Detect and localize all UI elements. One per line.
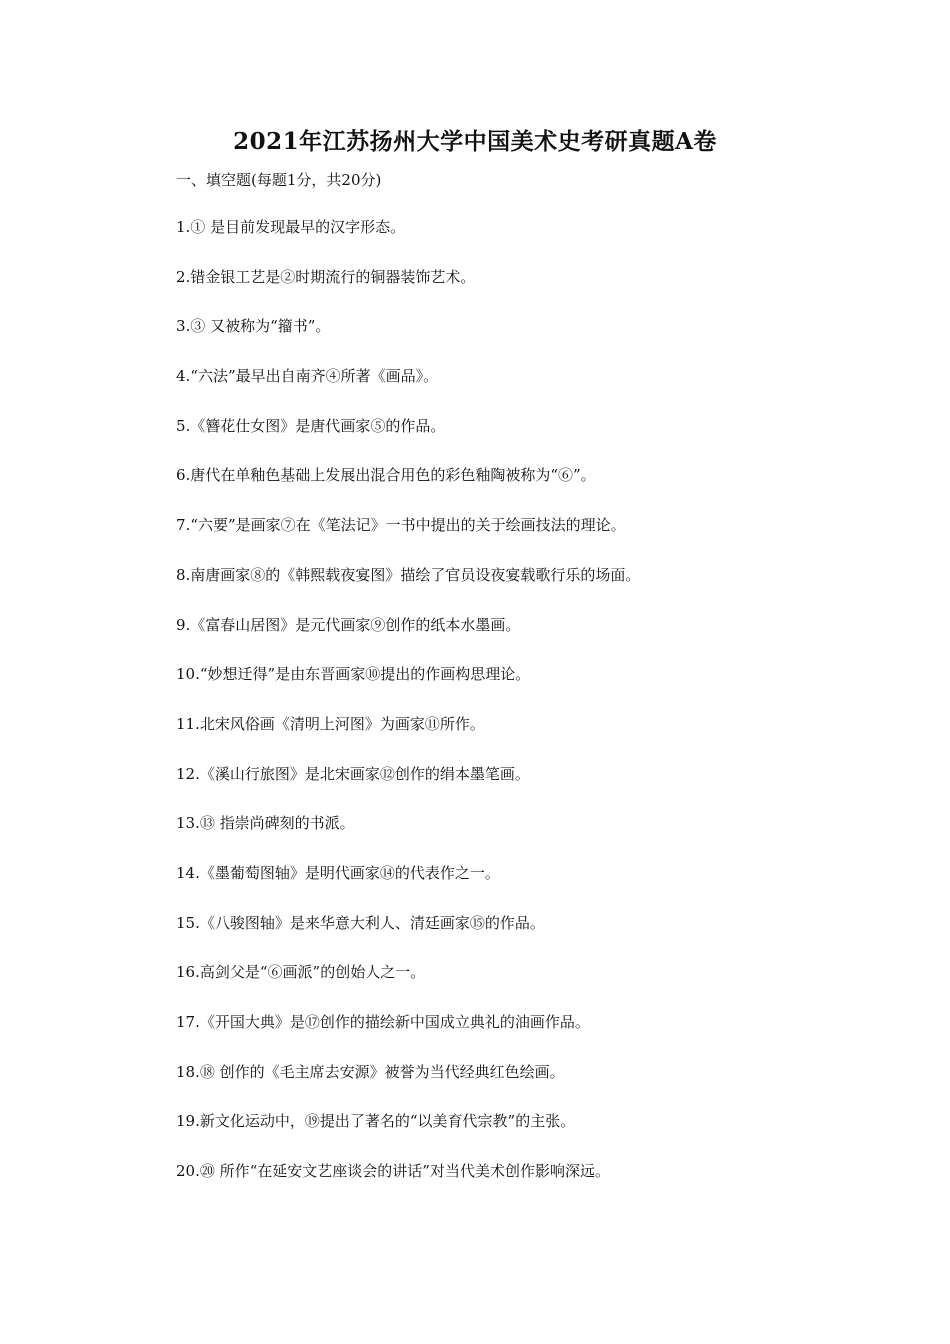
question-item: 10.“妙想迁得”是由东晋画家⑩提出的作画构思理论。 xyxy=(176,665,531,684)
question-item: 6.唐代在单釉色基础上发展出混合用色的彩色釉陶被称为“⑥”。 xyxy=(176,466,596,485)
question-item: 17.《开国大典》是⑰创作的描绘新中国成立典礼的油画作品。 xyxy=(176,1013,590,1031)
page-title: 2021年江苏扬州大学中国美术史考研真题A卷 xyxy=(233,128,717,155)
question-item: 14.《墨葡萄图轴》是明代画家⑭的代表作之一。 xyxy=(176,863,500,882)
question-item: 7.“六要”是画家⑦在《笔法记》一书中提出的关于绘画技法的理论。 xyxy=(176,516,626,535)
question-list xyxy=(176,215,856,1209)
question-item: 5.《簪花仕女图》是唐代画家⑤的作品。 xyxy=(176,416,446,435)
section-heading: 一、填空题(每题1分，共20分) xyxy=(176,171,382,189)
question-item: 3.③ 又被称为“籀书”。 xyxy=(176,317,331,336)
question-item: 12.《溪山行旅图》是北宋画家⑫创作的绢本墨笔画。 xyxy=(176,764,530,783)
question-item: 9.《富春山居图》是元代画家⑨创作的纸本水墨画。 xyxy=(176,615,521,634)
question-item: 4.“六法”最早出自南齐④所著《画品》。 xyxy=(176,367,439,386)
question-item: 11.北宋风俗画《清明上河图》为画家⑪所作。 xyxy=(176,714,485,733)
question-item: 1.① 是目前发现最早的汉字形态。 xyxy=(176,218,406,236)
question-item: 8.南唐画家⑧的《韩熙载夜宴图》描绘了官员设夜宴载歌行乐的场面。 xyxy=(176,565,641,584)
question-item: 19.新文化运动中，⑲提出了著名的“以美育代宗教”的主张。 xyxy=(176,1112,576,1131)
question-item: 20.⑳ 所作“在延安文艺座谈会的讲话”对当代美术创作影响深远。 xyxy=(176,1162,610,1181)
question-item: 15.《八骏图轴》是来华意大利人、清廷画家⑮的作品。 xyxy=(176,913,545,932)
question-item: 18.⑱ 创作的《毛主席去安源》被誉为当代经典红色绘画。 xyxy=(176,1062,565,1081)
question-item: 13.⑬ 指崇尚碑刻的书派。 xyxy=(176,814,355,833)
question-item: 2.错金银工艺是②时期流行的铜器装饰艺术。 xyxy=(176,267,476,286)
question-item: 16.高剑父是“⑥画派”的创始人之一。 xyxy=(176,963,426,982)
